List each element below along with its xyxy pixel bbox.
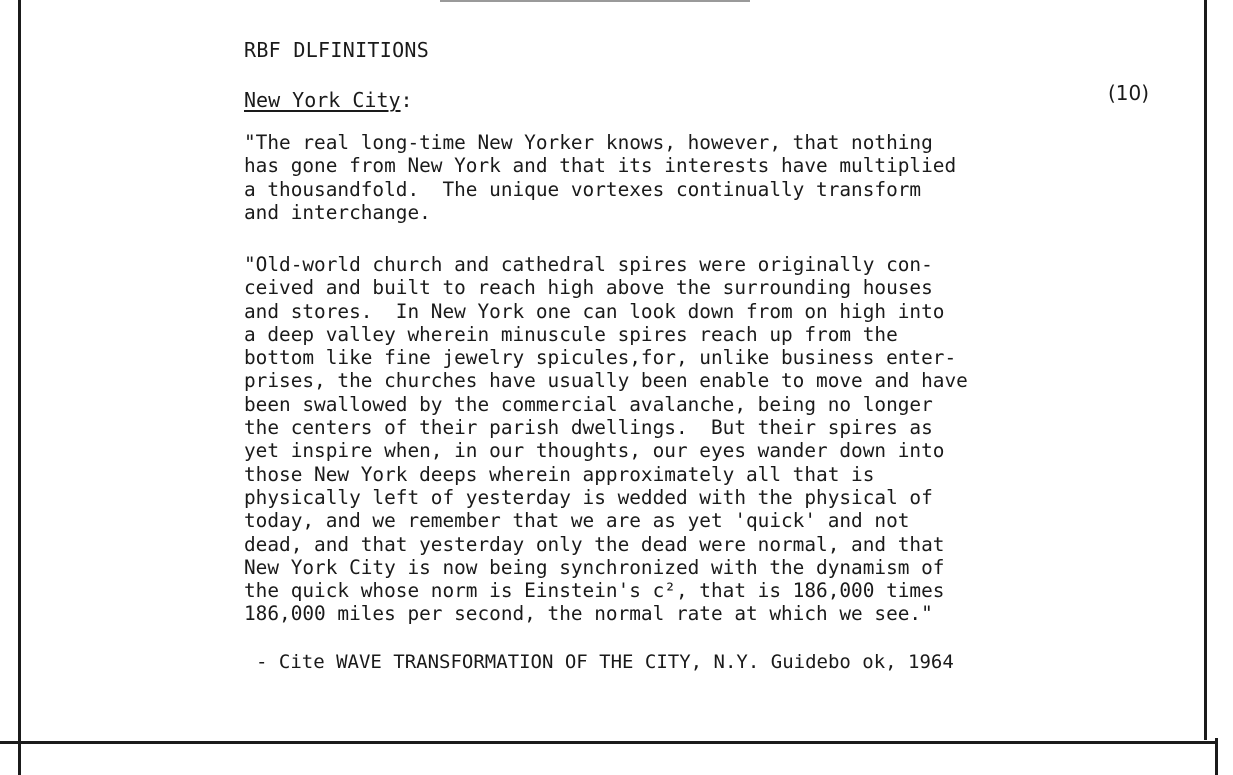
quote-line: yet inspire when, in our thoughts, our eyes wander down into: [244, 439, 945, 463]
quote-line: prises, the churches have usually been enable to move and have: [244, 369, 968, 393]
quote-line: bottom like fine jewelry spicules,for, unlike business enter-: [244, 346, 957, 370]
entry-colon: :: [400, 88, 413, 112]
quote-line: dead, and that yesterday only the dead were normal, and that: [244, 532, 945, 556]
quote-line: physically left of yesterday is wedded with the physical of: [244, 485, 933, 509]
top-edge-mark: [440, 0, 750, 2]
quote-line: New York City is now being synchronized with the dynamism of: [244, 555, 945, 579]
page-number: (10): [1108, 81, 1150, 105]
quote-line: those New York deeps wherein approximately all that is: [244, 462, 875, 486]
quote-line: a deep valley wherein minuscule spires reach up from the: [244, 322, 898, 346]
citation-line: - Cite WAVE TRANSFORMATION OF THE CITY, N.Y. Guidebo ok, 1964: [256, 651, 954, 673]
quote-line: ceived and built to reach high above the surrounding houses: [244, 276, 933, 300]
quote-line: the centers of their parish dwellings. But their spires as: [244, 416, 933, 440]
entry-title: [244, 88, 413, 112]
quote-line: "Old-world church and cathedral spires were originally con-: [244, 253, 933, 276]
quote-paragraph-2: [244, 253, 968, 626]
quote-line: 186,000 miles per second, the normal rate at which we see.": [244, 602, 933, 626]
entry-term: New York City: [244, 88, 401, 112]
left-border-line: [18, 0, 21, 775]
quote-line: been swallowed by the commercial avalanche, being no longer: [244, 392, 933, 416]
quote-line: and interchange.: [244, 200, 431, 224]
right-border-line: [1204, 0, 1207, 740]
document-heading: RBF DLFINITIONS: [244, 38, 430, 62]
quote-line: today, and we remember that we are as yet 'quick' and not: [244, 509, 910, 533]
quote-paragraph-1: [244, 131, 956, 224]
quote-line: "The real long-time New Yorker knows, however, that nothing: [244, 131, 933, 154]
quote-line: a thousandfold. The unique vortexes continually transform: [244, 177, 922, 201]
quote-line: has gone from New York and that its interests have multiplied: [244, 154, 957, 178]
quote-line: the quick whose norm is Einstein's c², that is 186,000 times: [244, 579, 945, 603]
bottom-border-line: [0, 741, 1218, 744]
quote-line: and stores. In New York one can look down from on high into: [244, 299, 945, 323]
